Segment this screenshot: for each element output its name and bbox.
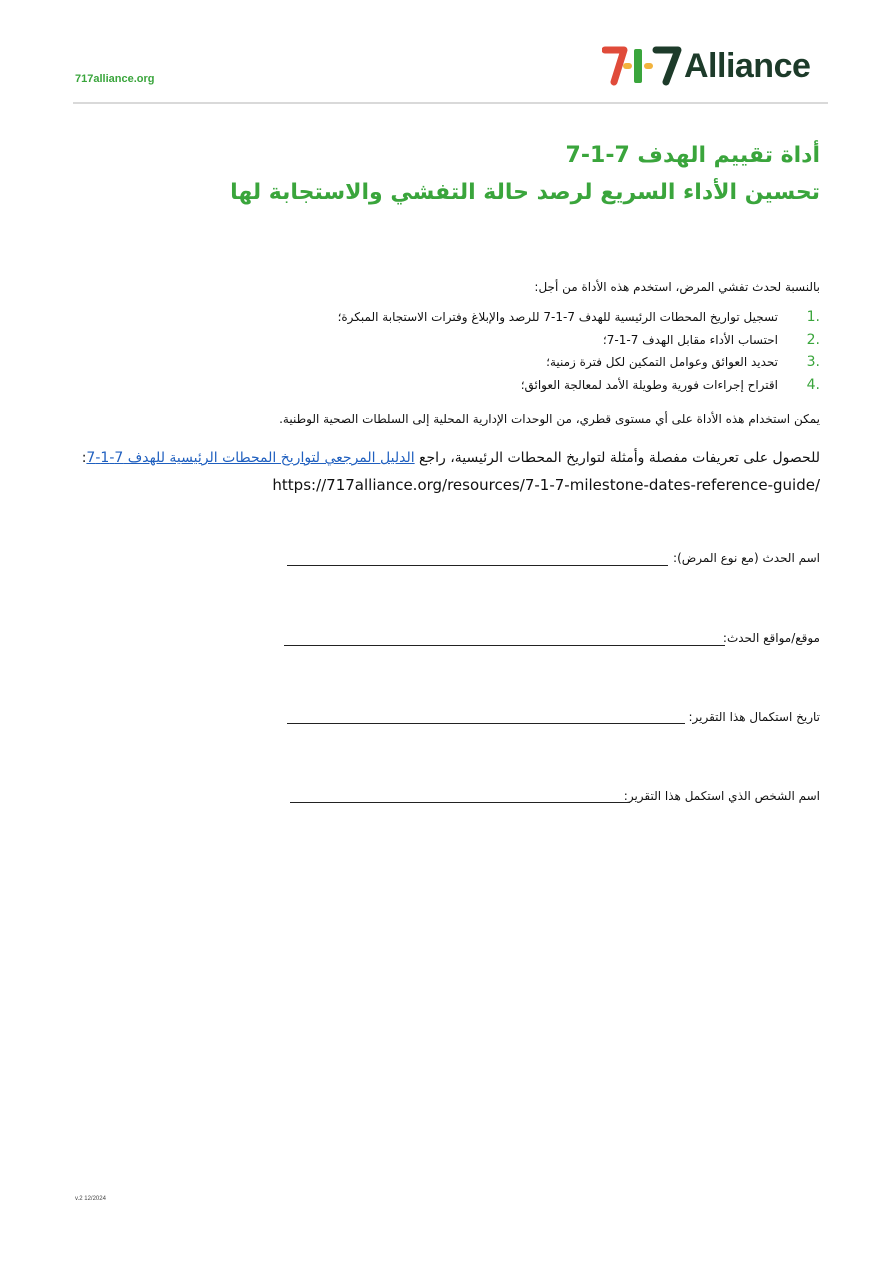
alliance-logo bbox=[602, 44, 810, 88]
logo-717-mark-icon bbox=[602, 46, 682, 86]
page-title: أداة تقييم الهدف 7-1-7 bbox=[565, 143, 820, 168]
purpose-list bbox=[338, 306, 820, 396]
event-location-field[interactable] bbox=[284, 645, 725, 646]
reference-guide-link[interactable]: الدليل المرجعي لتواريخ المحطات الرئيسية للهدف 7-1-7 bbox=[86, 450, 415, 466]
intro-text: بالنسبة لحدث تفشي المرض، استخدم هذه الأداة من أجل: bbox=[534, 280, 820, 294]
list-item bbox=[338, 374, 820, 397]
page-subtitle: تحسين الأداء السريع لرصد حالة التفشي والاستجابة لها bbox=[230, 180, 820, 205]
completion-date-label: تاريخ استكمال هذا التقرير: bbox=[688, 710, 820, 724]
list-text: احتساب الأداء مقابل الهدف 7-1-7؛ bbox=[602, 332, 778, 347]
reference-suffix: : bbox=[81, 450, 87, 466]
reference-url[interactable]: https://717alliance.org/resources/7-1-7-milestone-dates-reference-guide/ bbox=[272, 476, 820, 494]
event-name-label: اسم الحدث (مع نوع المرض): bbox=[673, 551, 820, 565]
list-item bbox=[338, 351, 820, 374]
completed-by-label: اسم الشخص الذي استكمل هذا التقرير: bbox=[623, 789, 820, 803]
usage-text: يمكن استخدام هذه الأداة على أي مستوى قطري، من الوحدات الإدارية المحلية إلى السلطات الصحية الوطنية. bbox=[279, 412, 820, 426]
event-location-label: موقع/مواقع الحدث: bbox=[722, 631, 820, 645]
reference-prefix: للحصول على تعريفات مفصلة وأمثلة لتواريخ المحطات الرئيسية، راجع bbox=[414, 450, 820, 466]
logo-word: Alliance bbox=[684, 47, 811, 85]
version-footer: v.2 12/2024 bbox=[75, 1196, 106, 1202]
reference-text bbox=[82, 450, 820, 466]
list-text: تحديد العوائق وعوامل التمكين لكل فترة زمنية؛ bbox=[546, 355, 778, 370]
list-text: تسجيل تواريخ المحطات الرئيسية للهدف 7-1-7 للرصد والإبلاغ وفترات الاستجابة المبكرة؛ bbox=[337, 310, 778, 325]
completion-date-field[interactable] bbox=[287, 723, 685, 724]
site-url[interactable]: 717alliance.org bbox=[75, 73, 155, 85]
list-number: 2. bbox=[806, 331, 820, 348]
list-text: اقتراح إجراءات فورية وطويلة الأمد لمعالجة العوائق؛ bbox=[520, 377, 778, 392]
list-number: 4. bbox=[806, 376, 820, 393]
list-number: 3. bbox=[806, 354, 820, 371]
list-number: 1. bbox=[806, 309, 820, 326]
completed-by-field[interactable] bbox=[290, 802, 630, 803]
event-name-field[interactable] bbox=[287, 565, 668, 566]
list-item bbox=[338, 329, 820, 352]
header-divider bbox=[73, 102, 828, 104]
list-item bbox=[338, 306, 820, 329]
